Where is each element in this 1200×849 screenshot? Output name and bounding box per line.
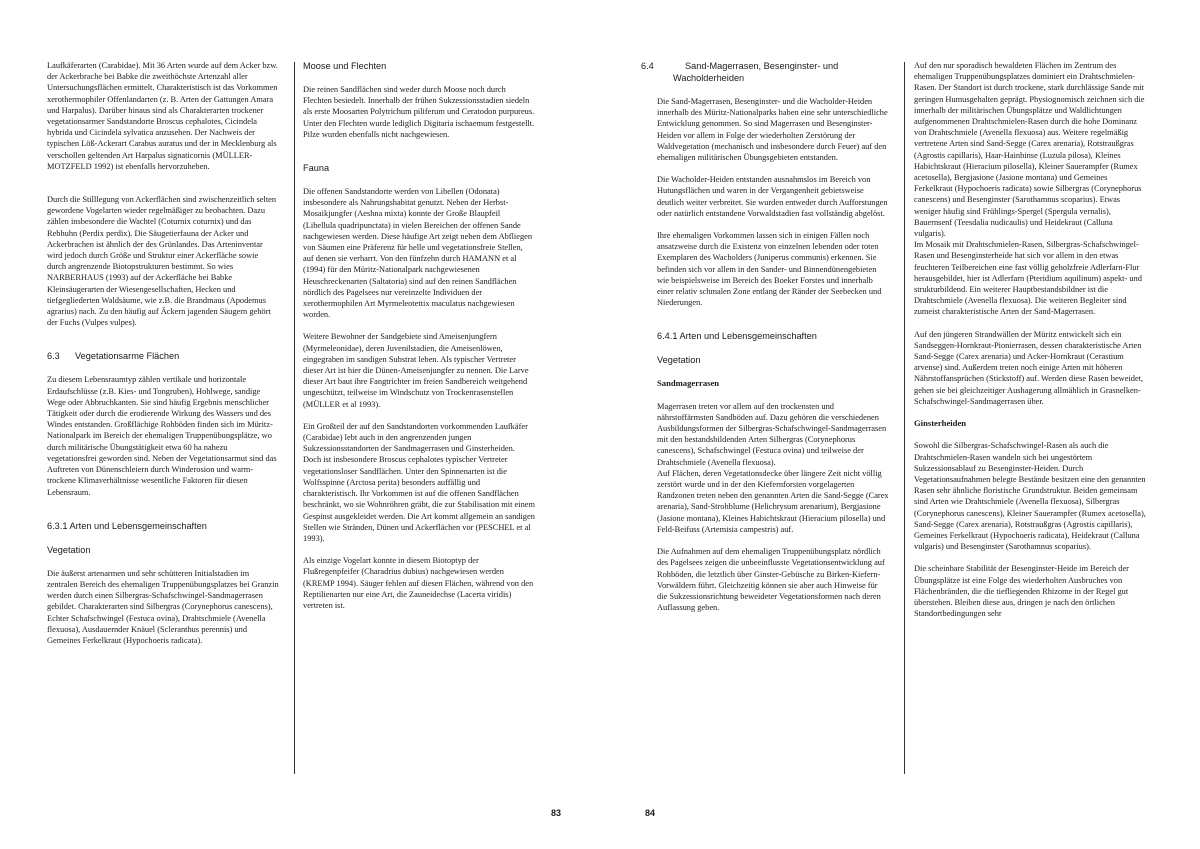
paragraph: Die scheinbare Stabilität der Besenginster-Heide im Bereich der Übungsplätze ist eine Folge des wiederholten Ausbruches von Flächenbränden, die die tiefliegenden Rhizome in der Regel gut überstehen. Bleiben diese aus, dringen je nach den örtlichen Standortbedingungen sehr: [914, 564, 1129, 619]
subsection-heading: Sandmagerrasen: [657, 378, 720, 389]
section-title: Sand-Magerrasen, Besenginster- und Wacholderheiden: [673, 61, 839, 83]
paragraph: Durch die Stilllegung von Ackerflächen sind zwischenzeitlich selten gewordene Vogelarten wieder regelmäßiger zu beobachten. Dazu zählen insbesondere die Wachtel (Coturnix coturnix) und das Rebhuhn (Perdix perdix). Die Säugetierfauna der Acker und Ackerbrachen ist ähnlich der des Grünlandes. Das Arteninventar wird jedoch durch Größe und Struktur einer Ackerfläche sowie durch angrenzende Biotopstrukturen bestimmt. So wies NARBERHAUS (1993) auf der Ackerfläche bei Babke Kleinsäugerarten der Wiesengesellschaften, Hecken und tiefgegliederten Waldsäume, wie z.B. die Brandmaus (Apodemus agrarius) nach. Zu den häufig auf Äckern jagenden Säugern gehört der Fuchs (Vulpes vulpes).: [47, 195, 277, 328]
page-number-right: 84: [645, 808, 656, 818]
paragraph: Die offenen Sandstandorte werden von Libellen (Odonata) insbesondere als Nahrungshabitat genutzt. Neben der Herbst-Mosaikjungfer (Aeshna mixta) konnte der Große Blaupfeil (Libellula quadripunctata) in vielen Bereichen der offenen Sande nachgewiesen werden. Diese häufige Art zeigt neben dem Abfliegen von Säumen eine Präferenz für helle und vegetationsfreie Stellen, auf denen sie verharrt. Von den fünfzehn durch HAMANN et al (1994) für den Müritz-Nationalpark nachgewiesenen Heuschreckenarten (Saltatoria) sind auf den reinen Sandflächen nördlich des Pagelsees nur vereinzelte Individuen der xerothermophilen Art Myrmeleotettix maculatus nachgewiesen worden.: [303, 187, 533, 320]
subsection-heading: Vegetation: [657, 355, 701, 366]
paragraph: Ihre ehemaligen Vorkommen lassen sich in einigen Fällen noch ansatzweise durch die Existenz von einzelnen lebenden oder toten Exemplaren des Wacholders (Juniperus communis) erkennen. Sie befinden sich vor allem in den Sander- und Binnendünengebieten wie beispielsweise im Bereich des Boeker Forstes und innerhalb einer relativ schmalen Zone entlang der Ränder der Seebecken und Niederungen.: [657, 231, 882, 308]
section-number: 6.4: [641, 61, 654, 71]
left-page-column-2: [303, 60, 535, 780]
paragraph: Auf den jüngeren Strandwällen der Müritz entwickelt sich ein Sandseggen-Hornkraut-Pionierrasen, dessen charakteristische Arten Sand-Segge (Carex arenaria) und Acker-Hornkraut (Cerastium arvense) sind. Außerdem treten noch einige Arten mit höheren Nährstoffansprüchen (Stickstoff) auf. Werden diese Rasen beweidet, gehen sie bei gleichzeitiger Aushagerung allmählich in Grasnelken-Schafschwingel-Sandmagerrasen über.: [914, 329, 1144, 406]
paragraph: Weitere Bewohner der Sandgebiete sind Ameisenjungfern (Myrmeleonidae), deren Juvenilstadien, die Ameisenlöwen, eingegraben im sandigen Substrat leben. Als typischer Vertreter dieser Art ist hier die Dünen-Ameisenjungfer zu nennen. Die Larve dieser Art baut ihre Fangtrichter im freien Sandbereich weitgehend ungeschützt, teilweise im Windschutz von Trockenrasenstellen (MÜLLER et al 1993).: [303, 332, 529, 409]
subsection-heading: 6.4.1 Arten und Lebensgemeinschaften: [657, 331, 817, 342]
subsection-heading: Ginsterheiden: [914, 418, 967, 429]
column-divider: [294, 62, 295, 774]
subsection-heading: 6.3.1 Arten und Lebensgemeinschaften: [47, 520, 207, 531]
paragraph: Die reinen Sandflächen sind weder durch Moose noch durch Flechten besiedelt. Innerhalb der frühen Sukzessionsstadien siedeln als erste Moosarten Polytrichum piliferum und Ceratodon purpureus. Unter den Flechten wurde lediglich Digitaria ischaemum festgestellt. Pilze wurden ebenfalls nicht nachgewiesen.: [303, 85, 535, 139]
paragraph: Zu diesem Lebensraumtyp zählen vertikale und horizontale Erdaufschlüsse (z.B. Kies- und Tongruben), Hohlwege, sandige Wege oder Abbruchkanten. Sie sind häufig Ergebnis menschlicher Tätigkeit oder durch die erodierende Wirkung des Wassers und des Windes entstanden. Großflächige Rohböden finden sich im Müritz-Nationalpark im Bereich der ehemaligen Truppenübungsplätze, wo durch militärische Übungstätigkeit etwa 60 ha nahezu vegetationsfrei geworden sind. Neben der Vegetationsarmut sind das Auftreten von Dünenschleiern durch Winderosion und warm-trockene Klimaverhältnisse wesentliche Faktoren für diesen Lebensraum.: [47, 375, 277, 497]
subsection-heading: Vegetation: [47, 544, 91, 555]
paragraph: Als einzige Vogelart konnte in diesem Biotoptyp der Flußregenpfeifer (Charadrius dubius) nachgewiesen werden (KREMP 1994). Säuger fehlen auf diesen Flächen, während von den Reptilienarten nur eine Art, die Zauneidechse (Lacerta viridis) vertreten ist.: [303, 556, 534, 610]
column-divider: [904, 62, 905, 774]
subsection-heading: Fauna: [303, 163, 330, 174]
section-number: 6.3: [47, 351, 60, 362]
right-page-column-2: [914, 60, 1146, 780]
paragraph: Die Sand-Magerrasen, Besenginster- und die Wacholder-Heiden innerhalb des Müritz-Nationalparks haben eine sehr unterschiedliche Entwicklung genommen. So sind Magerrasen und Besenginster-Heiden vor allem in Folge der wiederholten Zerstörung der Waldvegetation (mechanisch und insbesondere durch Feuer) auf den ehemaligen militärischen Übungsgebieten entstanden.: [657, 97, 888, 163]
paragraph: Laufkäferarten (Carabidae). Mit 36 Arten wurde auf dem Acker bzw. der Ackerbrache bei Babke die zweithöchste Artenzahl aller Untersuchungsflächen ermittelt. Charakteristisch ist das Vorkommen xerothermophiler Offenlandarten (z. B. Arten der Gattungen Amara und Harpalus). Darüber hinaus sind als Charakterarten trockener vegetationsarmer Sandstandorte Broscus cephalotes, Cicindela hybrida und Cicindela sylvatica anzusehen. Der Nachweis der typischen Löß-Ackerart Carabus auratus und der in Mecklenburg als verschollen geltenden Art Harpalus signaticornis (MÜLLER-MOTZFELD 1992) ist ebenfalls hervorzuheben.: [47, 61, 278, 171]
paragraph: Ein Großteil der auf den Sandstandorten vorkommenden Laufkäfer (Carabidae) lebt auch in den angrenzenden jungen Sukzessionsstandorten der Sandmagerrasen und Ginsterheiden. Doch ist insbesondere Broscus cephalotes typischer Vertreter vegetationsloser Sandflächen. Unter den Spinnenarten ist die Wolfsspinne (Arctosa perita) besonders auffällig und charakteristisch. Ihr Vorkommen ist auf die offenen Sandflächen beschränkt, wo sie Wohnröhren gräbt, die zur Stabilisation mit einem Gespinst ausgekleidet werden. Die Art kommt allgemein an sandigen Stellen wie Stränden, Dünen und Ackerflächen vor (PESCHEL et al 1993).: [303, 421, 535, 543]
subsection-heading: Moose und Flechten: [303, 61, 387, 71]
right-page-column-1: [641, 60, 889, 780]
paragraph: Die äußerst artenarmen und sehr schütteren Initialstadien im zentralen Bereich des ehemaligen Truppenübungsplatzes bei Granzin werden durch einen Silbergras-Schafschwingel-Sandmagerrasen gebildet. Charakterarten sind Silbergras (Corynephorus canescens), Echter Schafschwingel (Festuca ovina), Drahtschmiele (Avenella flexuosa), Ausdauernder Knäuel (Scleranthus perennis) und Gemeines Ferkelkraut (Hypochoeris radicata).: [47, 568, 279, 645]
section-heading: [47, 350, 279, 362]
paragraph: Sowohl die Silbergras-Schafschwingel-Rasen als auch die Drahtschmielen-Rasen wandeln sich bei ungestörtem Sukzessionsablauf zu Besenginster-Heiden. Durch Vegetationsaufnahmen belegte Bestände besitzen eine den genannten Rasen sehr ähnliche floristische Grundstruktur. Beiden gemeinsam sind Arten wie Drahtschmiele (Avenella flexuosa), Silbergras (Corynephorus canescens), Kleiner Sauerampfer (Rumex acetosella), Sand-Segge (Carex arenaria), Rotstraußgras (Agrostis capillaris), Gemeines Ferkelkraut (Hypochoeris radicata), Heidekraut (Calluna vulgaris) und Besenginster (Sarothamnus scoparius).: [914, 441, 1146, 552]
section-title: Vegetationsarme Flächen: [75, 351, 180, 362]
section-heading: [641, 60, 889, 84]
paragraph: Auf Flächen, deren Vegetationsdecke über längere Zeit nicht völlig zerstört wurde und in der den Kiefernforsten vorgelagerten Randzonen treten neben den genannten Arten die Sand-Segge (Carex arenaria), Sand-Strohblume (Helichrysum arenarium), Bergjasione (Jasione montana), Kleines Habichtskraut (Hieracium pilosella) und Feld-Beifuss (Artemisia campestris) auf.: [657, 468, 889, 534]
paragraph: Auf den nur sporadisch bewaldeten Flächen im Zentrum des ehemaligen Truppenübungsplatzes dominiert ein Drahtschmielen-Rasen. Der Standort ist durch trockene, stark durchlässige Sande mit geringen Humusgehalten geprägt. Physiognomisch zeichnen sich die innerhalb der militärischen Übungsplätze und Waldlichtungen aufgenommenen Drahtschmielen-Rasen durch die hohe Dominanz von Drahtschmiele (Avenella flexuosa) aus. Weitere regelmäßig vertretene Arten sind Sand-Segge (Carex arenaria), Rotstraußgras (Agrostis capillaris), Haar-Hainbinse (Luzula pilosa), Kleines Habichtskraut (Hieracium pilosella), Kleiner Sauerampfer (Rumex acetosella), Bergjasione (Jasione montana) und Gemeines Ferkelkraut (Hypochoeris radicata) sowie Silbergras (Corynephorus canescens) und Besenginster (Sarothamnus scoparius). Etwas weniger häufig sind Frühlings-Spergel (Spergula vernalis), Bauernsenf (Teesdalia nudicaulis) und Heidekraut (Calluna vulgaris).: [914, 61, 1145, 239]
page-number-left: 83: [551, 808, 562, 818]
paragraph: Magerrasen treten vor allem auf den trockensten und nährstoffärmsten Sandböden auf. Dazu gehören die verschiedenen Ausbildungsformen der Silbergras-Schafschwingel-Sandmagerrasen mit den bestandsbildenden Arten Silbergras (Corynephorus canescens), Schafschwingel (Festuca ovina) und teilweise der Drahtschmiele (Avenella flexuosa).: [657, 401, 887, 467]
left-page-column-1: [47, 60, 279, 780]
paragraph: Im Mosaik mit Drahtschmielen-Rasen, Silbergras-Schafschwingel-Rasen und Besenginsterheide hat sich vor allem in den etwas feuchteren Teilbereichen eine fast völlig geholzfreie Adlerfarn-Flur herausgebildet, hier ist Adlerfarn (Pteridium aquilinum) aspekt- und strukturbildend. Ein weiterer Hauptbestandsbildner ist die Drahtschmiele (Avenella flexuosa). Die weiteren Begleiter sind zumeist charakteristische Arten der Sand-Magerrasen.: [914, 240, 1142, 317]
paragraph: Die Aufnahmen auf dem ehemaligen Truppenübungsplatz nördlich des Pagelsees zeigen die unbeeinflusste Vegetationsentwicklung auf Rohböden, die letztlich über Ginster-Gebüsche zu Birken-Kiefern-Vorwäldern führt. Gleichzeitig können sie aber auch Hinweise für die Sukzessionsrichtung beweideter Vegetationsformen nach deren Auflassung geben.: [657, 547, 885, 613]
paragraph: Die Wacholder-Heiden entstanden ausnahmslos im Bereich von Hutungsflächen und waren in der Vergangenheit gebietsweise deutlich weiter verbreitet. Sie wurden entweder durch Aufforstungen oder natürlich entstandene Vorwaldstadien fast vollständig abgelöst.: [657, 175, 888, 218]
